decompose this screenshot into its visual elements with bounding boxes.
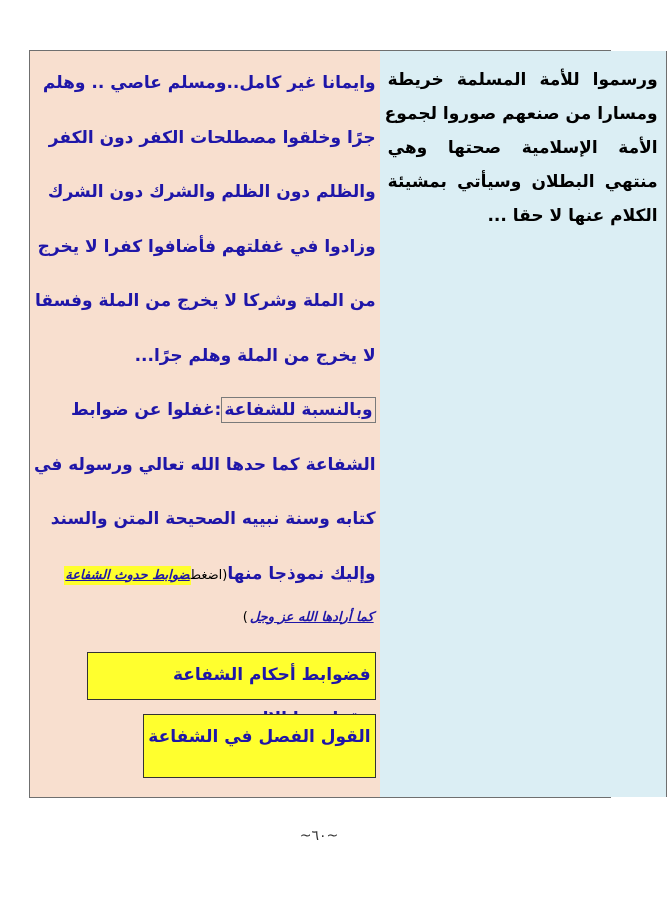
left-column <box>380 51 667 797</box>
final-yellow-box[interactable]: القول الفصل في الشفاعة <box>143 714 375 778</box>
text-line: ورسموا للأمة المسلمة خريطة <box>387 70 658 90</box>
press-label: (اضغط <box>190 567 228 583</box>
content-table <box>29 50 658 798</box>
note-line <box>34 602 376 638</box>
text-line: الشفاعة كما حدها الله تعالي ورسوله في <box>34 454 376 475</box>
link-line <box>34 556 376 602</box>
text-line: الأمة الإسلامية صحتها وهي <box>387 138 658 158</box>
rules-yellow-box[interactable]: فضوابط أحكام الشفاعة <box>87 652 376 700</box>
text-line: كتابه وسنة نبييه الصحيحة المتن والسند <box>50 509 376 529</box>
example-text: وإليك نموذجا منها <box>227 563 376 584</box>
note-link[interactable]: كما أرادها الله عز وجل <box>249 609 374 625</box>
shafaa-heading-box: وبالنسبة للشفاعة <box>221 397 375 423</box>
text-line: لا يخرج من الملة وهلم جرًا... <box>134 345 376 366</box>
text-line: والظلم دون الظلم والشرك دون الشرك <box>47 182 376 202</box>
text-line: الكلام عنها لا حقا ... <box>487 206 658 226</box>
text-line: ومسارا من صنعهم صوروا لجموع <box>384 104 658 124</box>
note-close: ) <box>242 609 248 625</box>
text-line: وايمانا غير كامل..ومسلم عاصي .. وهلم <box>42 73 376 93</box>
right-column <box>30 51 380 797</box>
text-line: وزادوا في غفلتهم فأضافوا كفرا لا يخرج <box>37 236 376 257</box>
text-line: جرًا وخلقوا مصطلحات الكفر دون الكفر <box>48 127 376 148</box>
final-box-row <box>34 714 376 778</box>
page-number: ~٦٠~ <box>299 828 339 844</box>
text-line: من الملة وشركا لا يخرج من الملة وفسقا <box>34 291 376 311</box>
shafaa-intro-line <box>34 392 376 447</box>
text-line: منتهي البطلان وسيأتي بمشيئة <box>387 172 658 192</box>
shafaa-intro-rest: :غفلوا عن ضوابط <box>71 400 222 420</box>
shafaa-rules-link[interactable]: ضوابط حدوث الشفاعة <box>65 567 190 583</box>
